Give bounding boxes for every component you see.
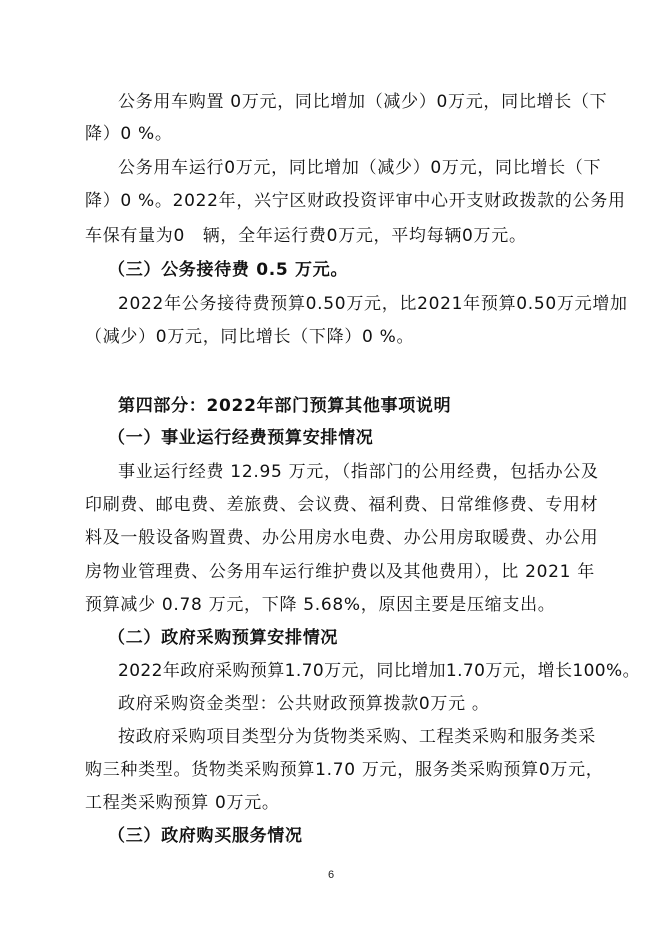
paragraph-line: 2022年政府采购预算1.70万元，同比增加1.70万元，增长100%。	[118, 661, 640, 681]
part-heading: 第四部分：2022年部门预算其他事项说明	[118, 396, 452, 416]
page-number: 6	[327, 869, 335, 881]
paragraph-line: 政府采购资金类型：公共财政预算拨款0万元 。	[118, 694, 490, 714]
paragraph-line: 降）0 %。2022年，兴宁区财政投资评审中心开支财政拨款的公务用	[85, 191, 626, 211]
paragraph-line: 2022年公务接待费预算0.50万元，比2021年预算0.50万元增加	[118, 294, 628, 314]
paragraph-line: 降）0 %。	[85, 124, 173, 144]
section-heading: （一）事业运行经费预算安排情况	[108, 428, 374, 448]
paragraph-line: 按政府采购项目类型分为货物类采购、工程类采购和服务类采	[118, 727, 596, 747]
paragraph-line: 预算减少 0.78 万元，下降 5.68%，原因主要是压缩支出。	[85, 595, 556, 615]
paragraph-line: 事业运行经费 12.95 万元，（指部门的公用经费，包括办公及	[118, 462, 599, 482]
paragraph-line: 公务用车运行0万元，同比增加（减少）0万元，同比增长（下	[118, 158, 602, 178]
section-heading: （三）公务接待费 0.5 万元。	[108, 260, 349, 280]
paragraph-line: 工程类采购预算 0万元。	[85, 793, 280, 813]
section-heading: （二）政府采购预算安排情况	[108, 628, 339, 648]
paragraph-line: （减少）0万元，同比增长（下降）0 %。	[85, 327, 415, 347]
paragraph-line: 料及一般设备购置费、办公用房水电费、办公用房取暖费、办公用	[85, 528, 599, 548]
paragraph-line: 车保有量为0 辆，全年运行费0万元，平均每辆0万元。	[85, 226, 527, 246]
paragraph-line: 公务用车购置 0万元，同比增加（减少）0万元，同比增长（下	[118, 92, 608, 112]
paragraph-line: 房物业管理费、公务用车运行维护费以及其他费用），比 2021 年	[85, 562, 595, 582]
paragraph-line: 印刷费、邮电费、差旅费、会议费、福利费、日常维修费、专用材	[85, 495, 599, 515]
section-heading: （三）政府购买服务情况	[108, 826, 303, 846]
paragraph-line: 购三种类型。货物类采购预算1.70 万元，服务类采购预算0万元，	[85, 760, 604, 780]
